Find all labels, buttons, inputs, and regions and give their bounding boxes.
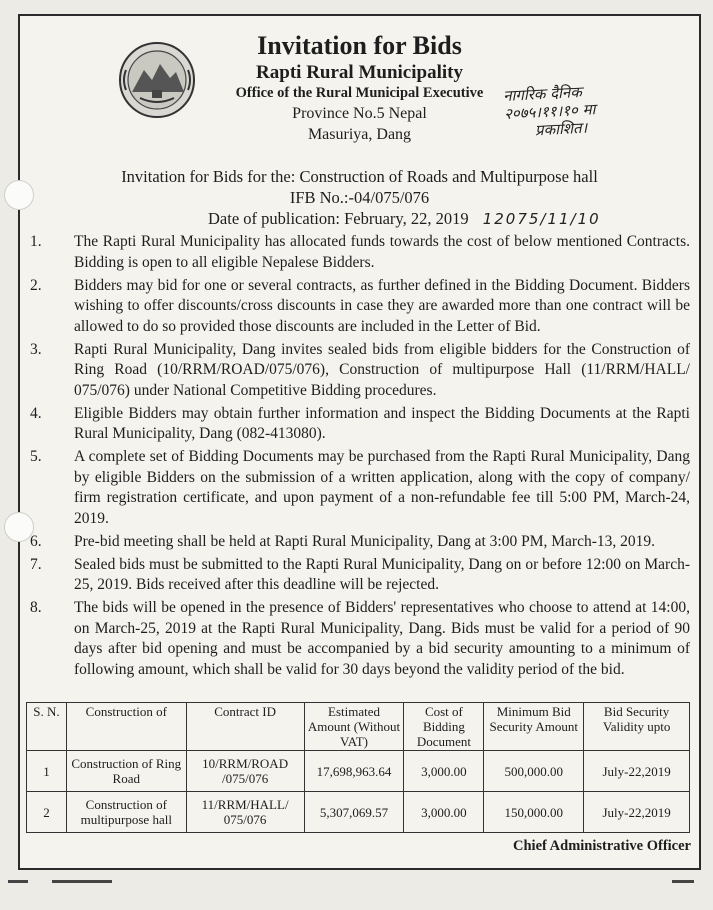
table-cell: 2	[27, 792, 67, 833]
punch-hole	[4, 512, 34, 542]
handwritten-line-1: नागरिक दैनिक	[502, 82, 583, 105]
column-header: Minimum Bid Security Amount	[484, 703, 584, 751]
cut-mark	[52, 880, 112, 883]
handwritten-line-3: प्रकाशित।	[534, 118, 588, 140]
handwritten-line-2: २०७५।११।१० मा	[503, 100, 596, 123]
location: Masuriya, Dang	[307, 126, 412, 143]
column-header: Cost of Bidding Document	[404, 703, 484, 751]
bid-table	[26, 702, 690, 833]
column-header: Estimated Amount (Without VAT)	[304, 703, 404, 751]
signatory: Chief Administrative Officer	[513, 838, 691, 854]
table-row	[27, 792, 690, 833]
table-row	[27, 751, 690, 792]
cut-mark	[8, 880, 28, 883]
table-cell: 5,307,069.57	[304, 792, 404, 833]
table-cell: 11/RRM/HALL/ 075/076	[186, 792, 304, 833]
column-header: S. N.	[27, 703, 67, 751]
list-item: 2. Bidders may bid for one or several contracts, as further defined in the Bidding Document. Bidders wishing to offer discounts/cross discounts in case they are awarded more than one contract will be allowed to do so provided those discounts are included in the Letter of Bid.	[30, 276, 690, 335]
list-item: 1. The Rapti Rural Municipality has allocated funds towards the cost of below mentioned Contracts. Bidding is open to all eligible Nepalese Bidders.	[30, 233, 690, 271]
table-cell: July-22,2019	[584, 792, 690, 833]
conditions-list	[26, 232, 690, 683]
table-cell: 1	[27, 751, 67, 792]
table-cell: 150,000.00	[484, 792, 584, 833]
province: Province No.5 Nepal	[292, 105, 427, 122]
table-header-row	[27, 703, 690, 751]
list-item: 3. Rapti Rural Municipality, Dang invites sealed bids from eligible bidders for the Construction of Ring Road (10/RRM/ROAD/075/076), Construction of multipurpose Hall (11/RRM/HALL/ 075/076) under National Competitive Bidding procedures.	[30, 340, 690, 399]
list-item: 7. Sealed bids must be submitted to the Rapti Rural Municipality, Dang on or before 12:00 on March-25, 2019. Bids received after this deadline will be rejected.	[30, 555, 690, 593]
publication-date-row	[208, 208, 601, 230]
office-name: Office of the Rural Municipal Executive	[235, 85, 484, 101]
page-title: Invitation for Bids	[257, 31, 462, 60]
list-item: 5. A complete set of Bidding Documents may be purchased from the Rapti Rural Municipality, Dang by eligible Bidders on the submission of a written application, along with the copy of company/ firm registration certificate, and upon payment of a non-refundable fee till 5:00 PM, March-24, 2019.	[30, 448, 690, 527]
table-cell: 500,000.00	[484, 751, 584, 792]
table-cell: 3,000.00	[404, 751, 484, 792]
table-cell: July-22,2019	[584, 751, 690, 792]
column-header: Construction of	[66, 703, 186, 751]
bid-notice	[18, 14, 701, 870]
table-cell: 17,698,963.64	[304, 751, 404, 792]
municipality-name: Rapti Rural Municipality	[256, 62, 463, 83]
invitation-line: Invitation for Bids for the: Construction of Roads and Multipurpose hall	[121, 167, 598, 186]
handwritten-date: 12075/11/10	[482, 210, 601, 228]
table-cell: 10/RRM/ROAD /075/076	[186, 751, 304, 792]
column-header: Bid Security Validity upto	[584, 703, 690, 751]
ifb-number: IFB No.:-04/075/076	[289, 188, 430, 207]
list-item: 8. The bids will be opened in the presence of Bidders' representatives who choose to attend at 14:00, on March-25, 2019 at the Rapti Rural Municipality, Dang. Bids must be valid for a period of 90 days after bid opening and must be accompanied by a bid security amounting to a minimum of following amount, which shall be valid for 30 days beyond the validity period of the bid.	[30, 599, 690, 678]
publication-date: Date of publication: February, 22, 2019	[208, 209, 469, 228]
punch-hole	[4, 180, 34, 210]
table-cell: 3,000.00	[404, 792, 484, 833]
cut-mark	[672, 880, 694, 883]
list-item: 6. Pre-bid meeting shall be held at Rapti Rural Municipality, Dang at 3:00 PM, March-13, 2019.	[30, 532, 656, 550]
table-cell: Construction of Ring Road	[66, 751, 186, 792]
table-cell: Construction of multipurpose hall	[66, 792, 186, 833]
handwritten-note	[503, 77, 696, 141]
list-item: 4. Eligible Bidders may obtain further information and inspect the Bidding Documents at the Rapti Rural Municipality, Dang (082-413080).	[30, 404, 690, 442]
column-header: Contract ID	[186, 703, 304, 751]
